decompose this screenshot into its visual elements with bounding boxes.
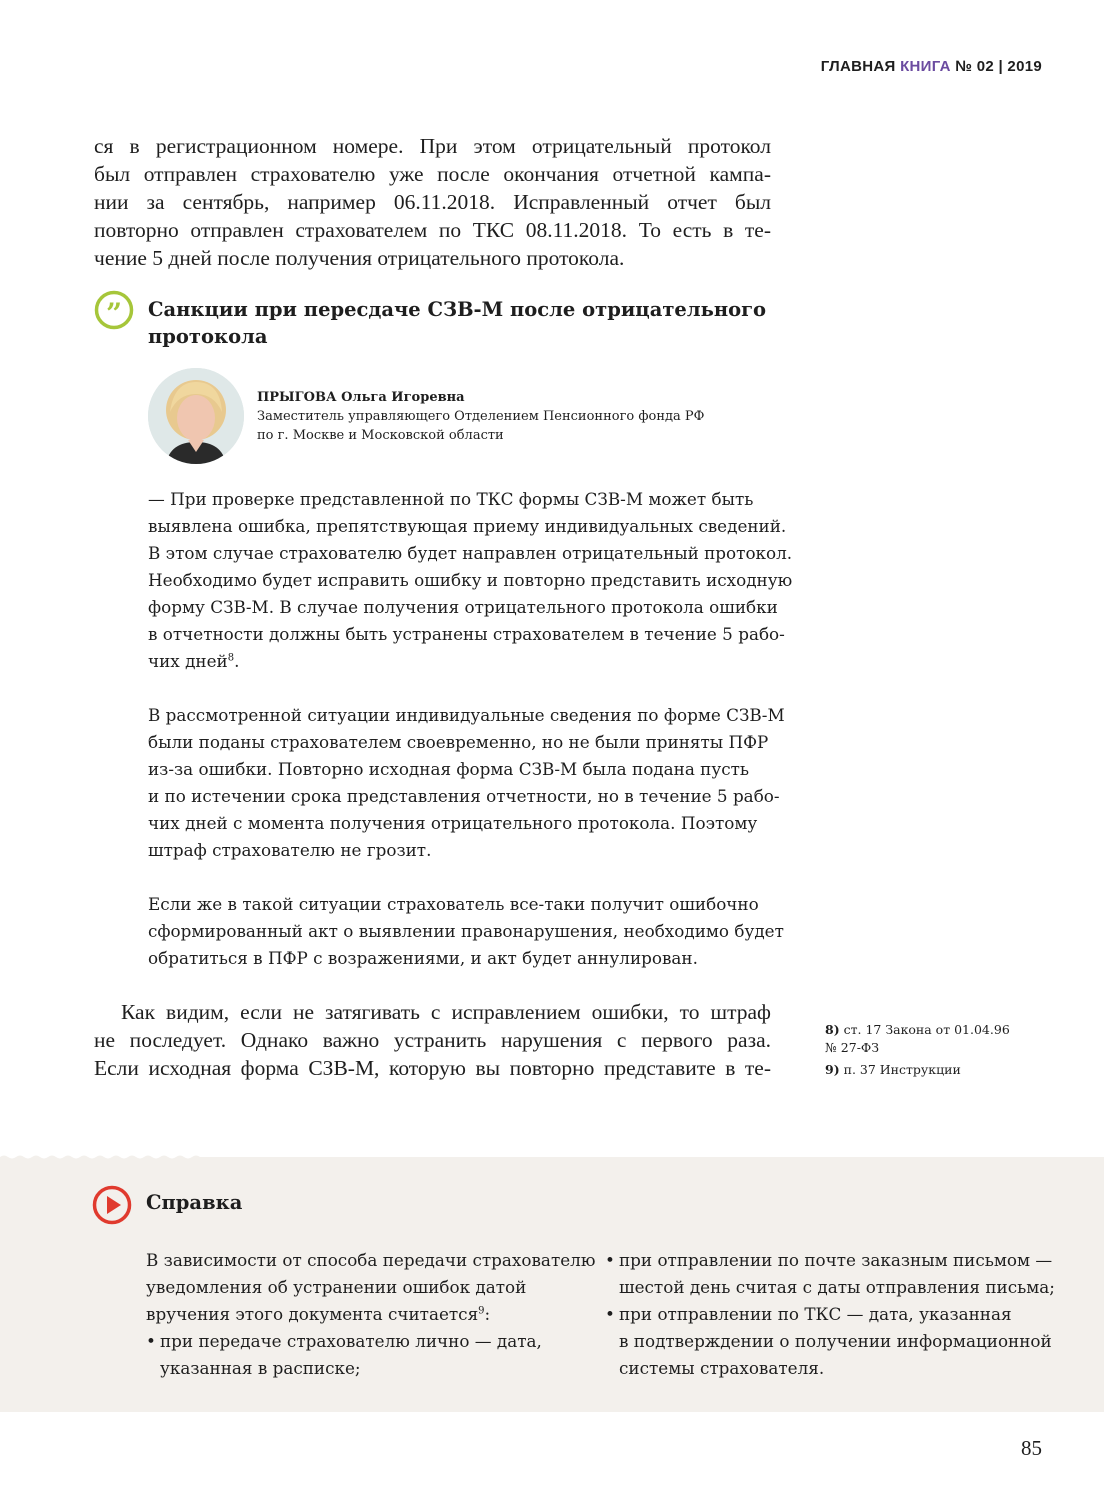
text-line: из-за ошибки. Повторно исходная форма СЗВ-М была подана пусть <box>148 759 750 779</box>
text-line: обратиться в ПФР с возражениями, и акт будет аннулирован. <box>148 948 698 968</box>
text-line: В рассмотренной ситуации индивидуальные сведения по форме СЗВ-М <box>148 705 785 725</box>
footnote-text: ст. 17 Закона от 01.04.96 <box>843 1022 1010 1037</box>
footnote-text: № 27-ФЗ <box>825 1040 880 1055</box>
expert-position: Заместитель управляющего Отделением Пенсионного фонда РФ <box>257 409 705 424</box>
text-line: уведомления об устранении ошибок датой <box>146 1277 527 1297</box>
expert-info <box>257 388 704 445</box>
text-line: сформированный акт о выявлении правонарушения, необходимо будет <box>148 921 784 941</box>
expert-portrait-icon <box>148 368 244 464</box>
quote-paragraph <box>148 702 785 864</box>
text-line: были поданы страхователем своевременно, но не были приняты ПФР <box>148 732 769 752</box>
text-line: В этом случае страхователю будет направлен отрицательный протокол. <box>148 543 793 563</box>
footnotes <box>825 1021 1045 1083</box>
expert-position-region: по г. Москве и Московской области <box>257 428 504 443</box>
info-column-right <box>605 1247 1055 1382</box>
footnote-number: 9) <box>825 1062 840 1077</box>
band-edge-decoration <box>0 1154 1104 1161</box>
expert-avatar <box>148 368 244 464</box>
text-line: нии за сентябрь, например 06.11.2018. Исправленный отчет был <box>94 190 771 214</box>
play-icon <box>92 1185 132 1225</box>
page-number: 85 <box>1021 1436 1042 1460</box>
text-line: ся в регистрационном номере. При этом отрицательный протокол <box>94 134 771 158</box>
expert-name: ПРЫГОВА Ольга Игоревна <box>257 390 465 405</box>
text-line: чение 5 дней после получения отрицательного протокола. <box>94 246 625 270</box>
text-line: В зависимости от способа передачи страхователю <box>146 1250 596 1270</box>
text-fragment: : <box>484 1304 491 1324</box>
text-line: — При проверке представленной по ТКС формы СЗВ-М может быть <box>148 489 754 509</box>
text-line: выявлена ошибка, препятствующая приему индивидуальных сведений. <box>148 516 787 536</box>
text-line: в отчетности должны быть устранены страхователем в течение 5 рабо- <box>148 624 785 644</box>
magazine-header <box>821 58 1042 75</box>
text-line: чих дней с момента получения отрицательного протокола. Поэтому <box>148 813 758 833</box>
footnote-number: 8) <box>825 1022 840 1037</box>
text-line: Если же в такой ситуации страхователь все-таки получит ошибочно <box>148 894 759 914</box>
list-item-continuation: указанная в расписке; <box>160 1358 361 1378</box>
text-line: Как видим, если не затягивать с исправлением ошибки, то штраф <box>121 1000 771 1024</box>
text-line: повторно отправлен страхователем по ТКС 08.11.2018. То есть в те- <box>94 218 771 242</box>
list-item: • при отправлении по почте заказным письмом — <box>605 1247 1055 1274</box>
footnote-ref: 9 <box>478 1305 485 1317</box>
text-fragment: чих дней <box>148 651 228 671</box>
svg-text:”: ” <box>105 297 123 330</box>
footnote-9 <box>825 1061 1045 1079</box>
quote-paragraph <box>148 891 784 972</box>
text-fragment: . <box>234 651 240 671</box>
issue-info: № 02 | 2019 <box>955 58 1042 75</box>
info-box <box>0 1160 1104 1412</box>
text-line: форму СЗВ-М. В случае получения отрицательного протокола ошибки <box>148 597 778 617</box>
intro-paragraph <box>94 132 771 272</box>
text-line: был отправлен страхователю уже после окончания отчетной кампа- <box>94 162 771 186</box>
list-item-continuation: шестой день считая с даты отправления письма; <box>619 1277 1055 1297</box>
info-column-left <box>146 1247 595 1382</box>
quote-paragraph <box>148 486 793 675</box>
quote-icon <box>94 290 134 330</box>
list-item: • при передаче страхователю лично — дата, <box>146 1328 595 1355</box>
list-item: • при отправлении по ТКС — дата, указанная <box>605 1301 1055 1328</box>
text-line: не последует. Однако важно устранить нарушения с первого раза. <box>94 1028 771 1052</box>
text-line: штраф страхователю не грозит. <box>148 840 432 860</box>
list-item-continuation: системы страхователя. <box>619 1358 825 1378</box>
footnote-ref: 8 <box>227 652 235 664</box>
expert-quote <box>148 486 793 999</box>
footnote-8 <box>825 1021 1045 1057</box>
brand-accent: КНИГА <box>900 58 951 75</box>
brand-main: ГЛАВНАЯ <box>820 58 896 75</box>
text-fragment: вручения этого документа считается <box>146 1304 479 1324</box>
info-title: Справка <box>146 1191 243 1214</box>
text-line: Если исходная форма СЗВ-М, которую вы повторно представите в те- <box>94 1056 771 1080</box>
expert-heading: Санкции при пересдаче СЗВ-М после отрицательного протокола <box>148 298 767 348</box>
conclusion-paragraph <box>94 998 771 1082</box>
footnote-text: п. 37 Инструкции <box>843 1062 961 1077</box>
text-line: Необходимо будет исправить ошибку и повторно представить исходную <box>148 570 793 590</box>
text-line <box>148 648 778 675</box>
text-line <box>146 1301 595 1328</box>
list-item-continuation: в подтверждении о получении информационной <box>619 1331 1052 1351</box>
text-line: и по истечении срока представления отчетности, но в течение 5 рабо- <box>148 786 780 806</box>
